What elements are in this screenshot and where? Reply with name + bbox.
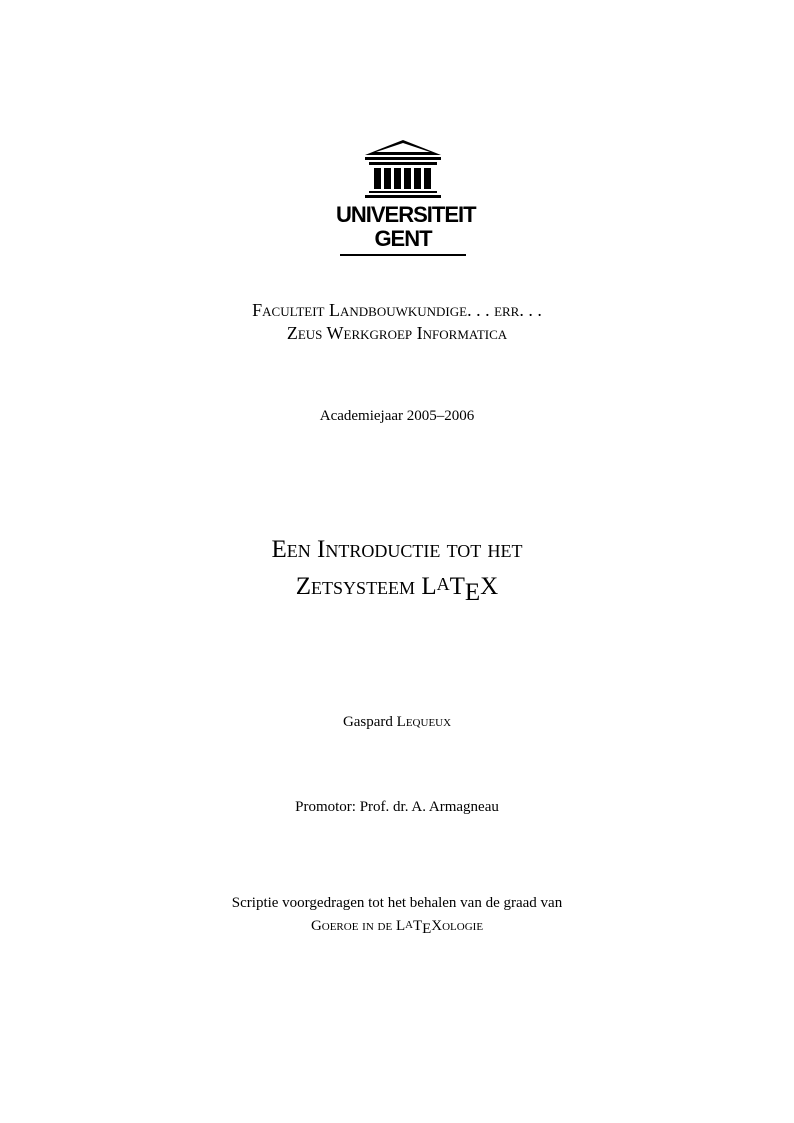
promotor: Promotor: Prof. dr. A. Armagneau xyxy=(295,799,499,815)
academic-year: Academiejaar 2005–2006 xyxy=(319,408,475,424)
title-line1: Een Introductie tot het xyxy=(271,536,523,563)
logo-underline xyxy=(340,254,466,256)
degree-prefix: Goeroe in de xyxy=(310,918,393,934)
title-prefix: Zetsysteem xyxy=(295,573,416,600)
title-line2 xyxy=(0,572,794,608)
author xyxy=(0,713,794,731)
thesis-line1: Scriptie voorgedragen tot het behalen van de graad van xyxy=(231,895,563,911)
author-last-name: Lequeux xyxy=(396,714,452,730)
logo-text-line2: GENT xyxy=(374,226,432,251)
latexologie: LATEXologie xyxy=(395,918,484,938)
faculty-line2: Zeus Werkgroep Informatica xyxy=(286,323,508,343)
temple-icon xyxy=(336,138,470,200)
author-first-name: Gaspard xyxy=(342,714,393,730)
faculty-line1: Faculteit Landbouwkundige. . . err. . . xyxy=(252,300,542,320)
university-logo xyxy=(336,138,476,258)
latex-logo: LATEX xyxy=(421,573,499,606)
logo-text-line1: UNIVERSITEIT xyxy=(336,202,476,227)
thesis-line2 xyxy=(0,917,794,938)
